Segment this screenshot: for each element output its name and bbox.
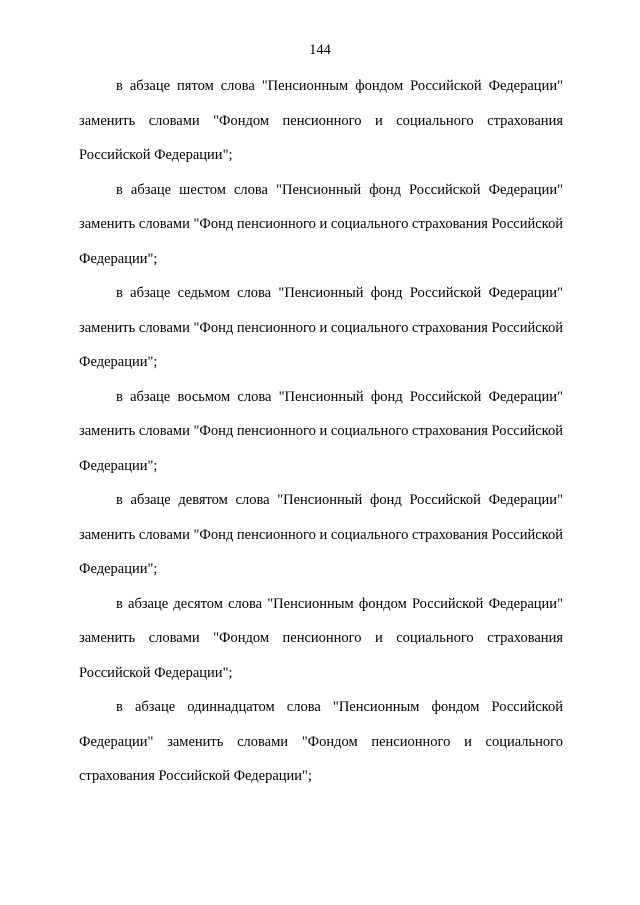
paragraph-7: в абзаце одиннадцатом слова "Пенсионным фондом Российской Федерации" заменить словами "Фондом пенсионного и социального страхования Российской Федерации"; bbox=[79, 699, 563, 784]
paragraph-5: в абзаце девятом слова "Пенсионный фонд Российской Федерации" заменить словами "Фонд пенсионного и социального страхования Российской Федерации"; bbox=[79, 492, 563, 577]
page-number: 144 bbox=[309, 42, 331, 58]
document-body bbox=[79, 69, 563, 794]
paragraph-2: в абзаце шестом слова "Пенсионный фонд Российской Федерации" заменить словами "Фонд пенсионного и социального страхования Российской Федерации"; bbox=[79, 181, 563, 267]
paragraph-1: в абзаце пятом слова "Пенсионным фондом Российской Федерации" заменить словами "Фондом пенсионного и социального страхования Российской Федерации"; bbox=[79, 78, 563, 163]
paragraph-6: в абзаце десятом слова "Пенсионным фондом Российской Федерации" заменить словами "Фондом пенсионного и социального страхования Российской Федерации"; bbox=[79, 595, 563, 681]
paragraph-3: в абзаце седьмом слова "Пенсионный фонд Российской Федерации" заменить словами "Фонд пенсионного и социального страхования Российской Федерации"; bbox=[79, 285, 563, 370]
paragraph-4: в абзаце восьмом слова "Пенсионный фонд Российской Федерации" заменить словами "Фонд пенсионного и социального страхования Российской Федерации"; bbox=[79, 388, 563, 474]
